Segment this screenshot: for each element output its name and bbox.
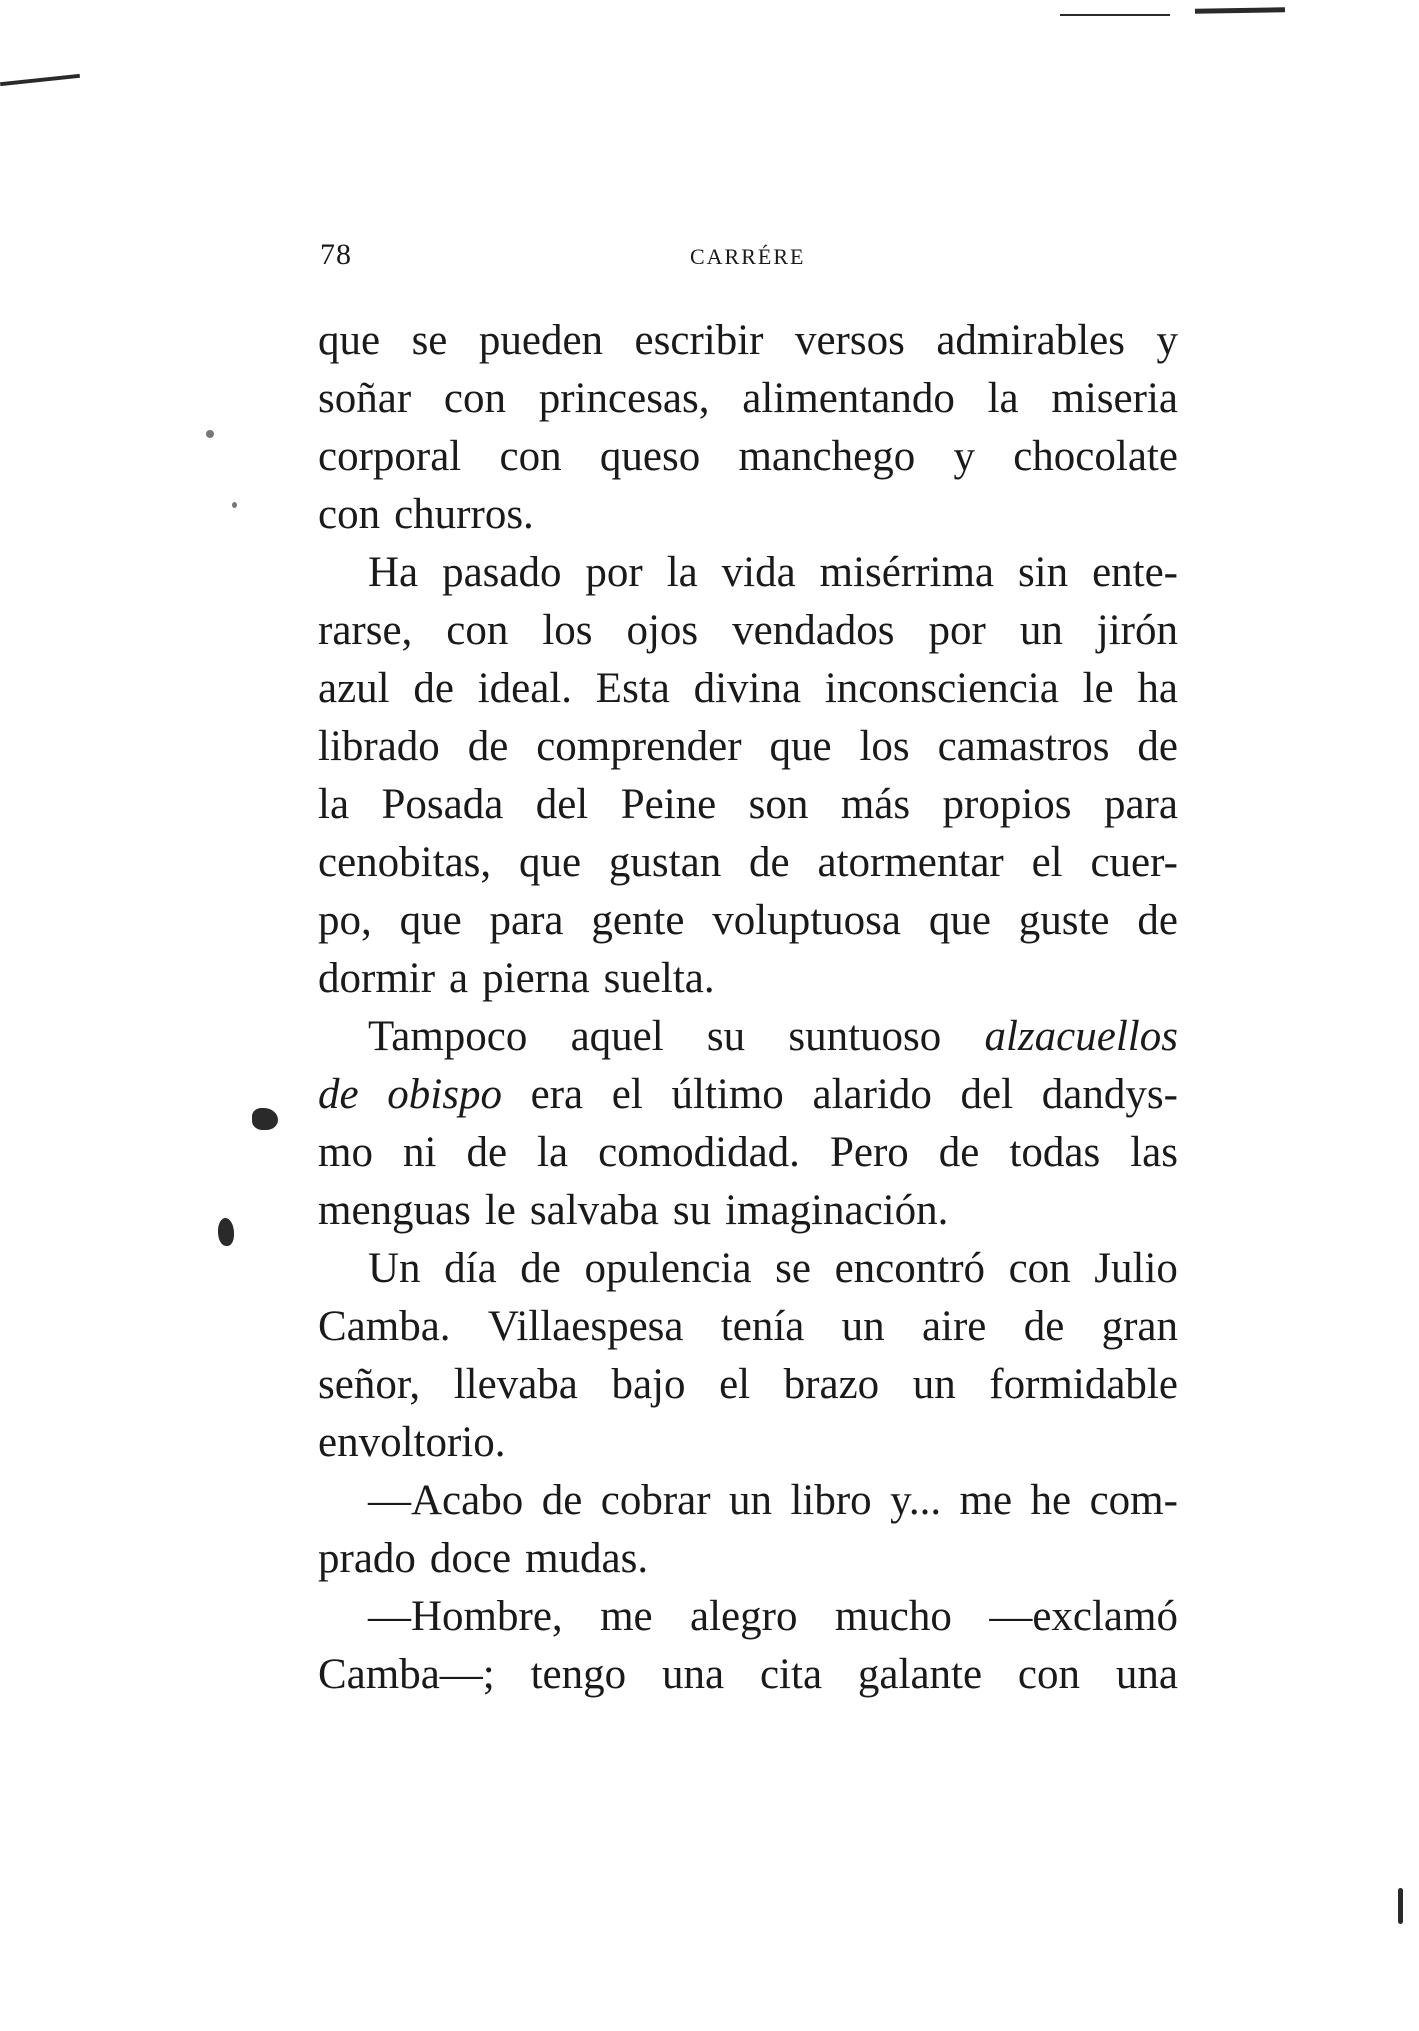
word: dormir [318, 955, 436, 1002]
word: que [399, 897, 462, 944]
word: era [530, 1071, 584, 1118]
word: para [1103, 781, 1178, 828]
text-line [318, 834, 1178, 892]
word: y [1156, 317, 1178, 364]
word: com- [1089, 1477, 1178, 1524]
word: camastros [937, 723, 1110, 770]
word: el [611, 1071, 643, 1118]
text-line [318, 1008, 1178, 1066]
text-line [318, 312, 1178, 370]
word: cobrar [600, 1477, 711, 1524]
word: comprender [536, 723, 742, 770]
word: la [537, 1129, 569, 1176]
ink-blot-1 [252, 1108, 278, 1130]
word: cenobitas, [318, 839, 492, 886]
word: y [953, 433, 975, 480]
word: Camba—; [318, 1651, 495, 1698]
ink-dots-left-2 [232, 502, 237, 508]
word: los [542, 607, 593, 654]
ink-mark-right [1398, 1888, 1403, 1924]
word: de [466, 1129, 508, 1176]
word: me [600, 1593, 653, 1640]
word: comodidad. [598, 1129, 800, 1176]
word: con [1008, 1245, 1071, 1292]
word: Posada [381, 781, 504, 828]
page-header [320, 238, 1170, 278]
word: salvaba [529, 1187, 659, 1234]
text-line [318, 718, 1178, 776]
word: po, [318, 897, 372, 944]
word: tenía [720, 1303, 805, 1350]
word: escribir [634, 317, 764, 364]
word: la [666, 549, 698, 596]
word: me [959, 1477, 1013, 1524]
word: suelta. [603, 955, 715, 1002]
word: de [749, 839, 790, 886]
word: la [318, 781, 350, 828]
word: encontró [834, 1245, 986, 1292]
word: doce [429, 1535, 512, 1582]
word: atormentar [817, 839, 1004, 886]
word: suntuoso [788, 1013, 942, 1060]
word: alegro [690, 1593, 798, 1640]
word: guste [1018, 897, 1110, 944]
word: formidable [989, 1361, 1178, 1408]
word: Esta [595, 665, 670, 712]
word: los [859, 723, 910, 770]
word: Julio [1094, 1245, 1178, 1292]
word: de [318, 1071, 359, 1118]
word: que [518, 839, 582, 886]
word: —exclamó [989, 1593, 1178, 1640]
word: Pero [829, 1129, 909, 1176]
word: soñar [318, 375, 412, 422]
word: librado [318, 723, 440, 770]
text-line [318, 428, 1178, 486]
word: sin [1017, 549, 1069, 596]
text-line [318, 660, 1178, 718]
word: con [446, 607, 509, 654]
word: admirables [936, 317, 1125, 364]
word: Villaespesa [487, 1303, 684, 1350]
word: para [489, 897, 564, 944]
word: último [671, 1071, 784, 1118]
word: una [662, 1651, 725, 1698]
word: de [1137, 897, 1178, 944]
word: bajo [611, 1361, 686, 1408]
word: —Acabo [368, 1477, 524, 1524]
text-line [318, 1124, 1178, 1182]
word: de [1137, 723, 1178, 770]
word: miseria [1051, 375, 1178, 422]
word: alimentando [742, 375, 955, 422]
word: un [912, 1361, 956, 1408]
word: del [535, 781, 589, 828]
word: ideal. [477, 665, 573, 712]
word: más [840, 781, 911, 828]
text-line [318, 950, 1178, 1008]
text-line [318, 1240, 1178, 1298]
text-line [318, 892, 1178, 950]
word: alzacuellos [984, 1013, 1178, 1060]
word: el [1031, 839, 1063, 886]
word: libro [790, 1477, 872, 1524]
word: mudas. [525, 1535, 649, 1582]
word: una [1115, 1651, 1178, 1698]
word: chocolate [1013, 433, 1178, 480]
text-line [318, 1472, 1178, 1530]
word: mo [318, 1129, 373, 1176]
word: y... [890, 1477, 942, 1524]
word: aquel [570, 1013, 664, 1060]
word: son [748, 781, 809, 828]
word: la [987, 375, 1019, 422]
word: gente [591, 897, 685, 944]
word: que [928, 897, 991, 944]
word: gran [1101, 1303, 1178, 1350]
running-head: CARRÉRE [690, 244, 806, 269]
word: con [318, 491, 381, 538]
word: prado [318, 1535, 416, 1582]
word: que [769, 723, 832, 770]
word: por [928, 607, 986, 654]
word: llevaba [453, 1361, 578, 1408]
word: aire [921, 1303, 987, 1350]
word: inconsciencia [824, 665, 1059, 712]
text-line [318, 1530, 1178, 1588]
word: un [1019, 607, 1063, 654]
word: pasado [442, 549, 562, 596]
word: día [444, 1245, 497, 1292]
word: de [541, 1477, 583, 1524]
word: de [520, 1245, 561, 1292]
text-line [318, 602, 1178, 660]
word: obispo [387, 1071, 502, 1118]
ink-dots-left [206, 430, 214, 438]
word: del [960, 1071, 1014, 1118]
word: mucho [834, 1593, 952, 1640]
word: con [1017, 1651, 1081, 1698]
word: vida [721, 549, 796, 596]
text-line [318, 1298, 1178, 1356]
word: churros. [394, 491, 534, 538]
text-line [318, 370, 1178, 428]
word: su [706, 1013, 746, 1060]
word: galante [857, 1651, 983, 1698]
word: se [775, 1245, 811, 1292]
word: manchego [738, 433, 916, 480]
word: de [467, 723, 509, 770]
word: un [729, 1477, 772, 1524]
body-text [318, 312, 1178, 1704]
word: vendados [732, 607, 895, 654]
word: divina [693, 665, 802, 712]
word: Un [368, 1245, 421, 1292]
word: a [449, 955, 469, 1002]
word: las [1130, 1129, 1178, 1176]
word: versos [794, 317, 905, 364]
text-line [318, 1414, 1178, 1472]
word: envoltorio. [318, 1419, 506, 1466]
word: Camba. [318, 1303, 451, 1350]
word: he [1030, 1477, 1072, 1524]
word: un [841, 1303, 885, 1350]
word: con [499, 433, 562, 480]
word: corporal [318, 433, 462, 480]
word: de [938, 1129, 980, 1176]
word: tengo [530, 1651, 627, 1698]
word: ojos [626, 607, 699, 654]
word: alarido [812, 1071, 932, 1118]
word: le [1082, 665, 1114, 712]
scan-mark-top-right-2 [1060, 14, 1170, 16]
word: Ha [368, 549, 419, 596]
word: rarse, [318, 607, 413, 654]
word: dandys- [1041, 1071, 1178, 1118]
text-line [318, 1066, 1178, 1124]
word: que [318, 317, 381, 364]
text-line [318, 1588, 1178, 1646]
word: menguas [318, 1187, 471, 1234]
word: gustan [608, 839, 722, 886]
word: voluptuosa [712, 897, 901, 944]
word: todas [1009, 1129, 1101, 1176]
word: cita [759, 1651, 823, 1698]
word: ha [1137, 665, 1178, 712]
word: pueden [478, 317, 604, 364]
word: el [719, 1361, 751, 1408]
word: princesas, [538, 375, 710, 422]
text-line [318, 544, 1178, 602]
word: cuer- [1090, 839, 1178, 886]
page-number: 78 [320, 238, 352, 271]
word: azul [318, 665, 390, 712]
word: propios [942, 781, 1072, 828]
word: le [484, 1187, 516, 1234]
text-line [318, 486, 1178, 544]
text-line [318, 776, 1178, 834]
word: con [443, 375, 506, 422]
ink-blot-2 [218, 1218, 234, 1246]
text-line [318, 1182, 1178, 1240]
word: pierna [482, 955, 590, 1002]
word: misérrima [819, 549, 994, 596]
word: queso [599, 433, 701, 480]
word: por [585, 549, 643, 596]
word: Peine [620, 781, 717, 828]
word: —Hombre, [368, 1593, 563, 1640]
word: de [1023, 1303, 1065, 1350]
text-line [318, 1356, 1178, 1414]
word: ni [402, 1129, 437, 1176]
word: señor, [318, 1361, 421, 1408]
text-line [318, 1646, 1178, 1704]
word: de [413, 665, 454, 712]
word: se [411, 317, 448, 364]
word: jirón [1096, 607, 1178, 654]
word: opulencia [584, 1245, 752, 1292]
word: imaginación. [725, 1187, 949, 1234]
word: Tampoco [368, 1013, 528, 1060]
scan-mark-top-left [0, 74, 80, 86]
word: su [672, 1187, 712, 1234]
scan-mark-top-right [1195, 7, 1285, 14]
word: brazo [783, 1361, 880, 1408]
word: ente- [1092, 549, 1178, 596]
